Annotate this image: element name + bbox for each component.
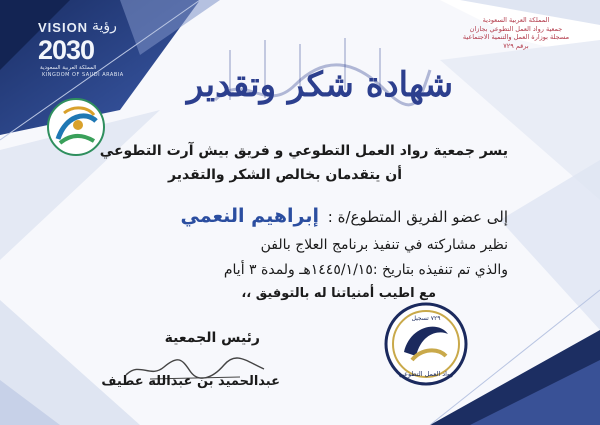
association-logo-bottom-text: رواد العمل التطوعي [398, 370, 454, 378]
body-line-2: والذي تم تنفيذه بتاريخ :١٤٤٥/١/١٥هـ ولمدة ٣ أيام [223, 262, 508, 278]
association-logo [382, 300, 470, 388]
recipient-line [180, 205, 508, 227]
team-logo [44, 95, 108, 159]
closing-line: مع اطيب أمنياتنا له بالتوفيق ،، [241, 286, 436, 301]
organization-header [446, 16, 586, 50]
org-line-3: مسجلة بوزارة العمل والتنمية الاجتماعية [462, 33, 570, 41]
president-name: عبدالحميد بن عبدالله عطيف [101, 374, 280, 389]
vision-label: VISION [38, 20, 89, 35]
vision-arabic: رؤية [92, 18, 117, 34]
recipient-prefix: إلى عضو الفريق المتطوع/ة : [327, 208, 508, 226]
title-text: شهادة شكر وتقدير [186, 65, 454, 105]
org-line-1: المملكة العربية السعودية [482, 16, 550, 24]
vision-year: 2030 [38, 35, 95, 65]
org-line-2: جمعية رواد العمل التطوعي بجازان [469, 24, 563, 33]
vision-2030-logo [34, 18, 130, 76]
vision-country-ar: المملكة العربية السعودية [40, 65, 97, 71]
org-line-4: برقم ٧٢٩ [503, 41, 529, 50]
association-logo-top-text: ٧٢٩ تسجيل [411, 315, 441, 322]
president-label: رئيس الجمعية [164, 330, 260, 346]
intro-line-1: يسر جمعية رواد العمل التطوعي و فريق بيش آرت التطوعي [99, 143, 508, 159]
intro-line-2: أن يتقدمان بخالص الشكر والتقدير [168, 167, 402, 183]
vision-country-en: KINGDOM OF SAUDI ARABIA [42, 72, 124, 78]
body-line-1: نظير مشاركته في تنفيذ برنامج العلاج بالفن [260, 237, 508, 253]
recipient-name: إبراهيم النعمي [180, 205, 319, 227]
certificate-title [186, 30, 454, 125]
